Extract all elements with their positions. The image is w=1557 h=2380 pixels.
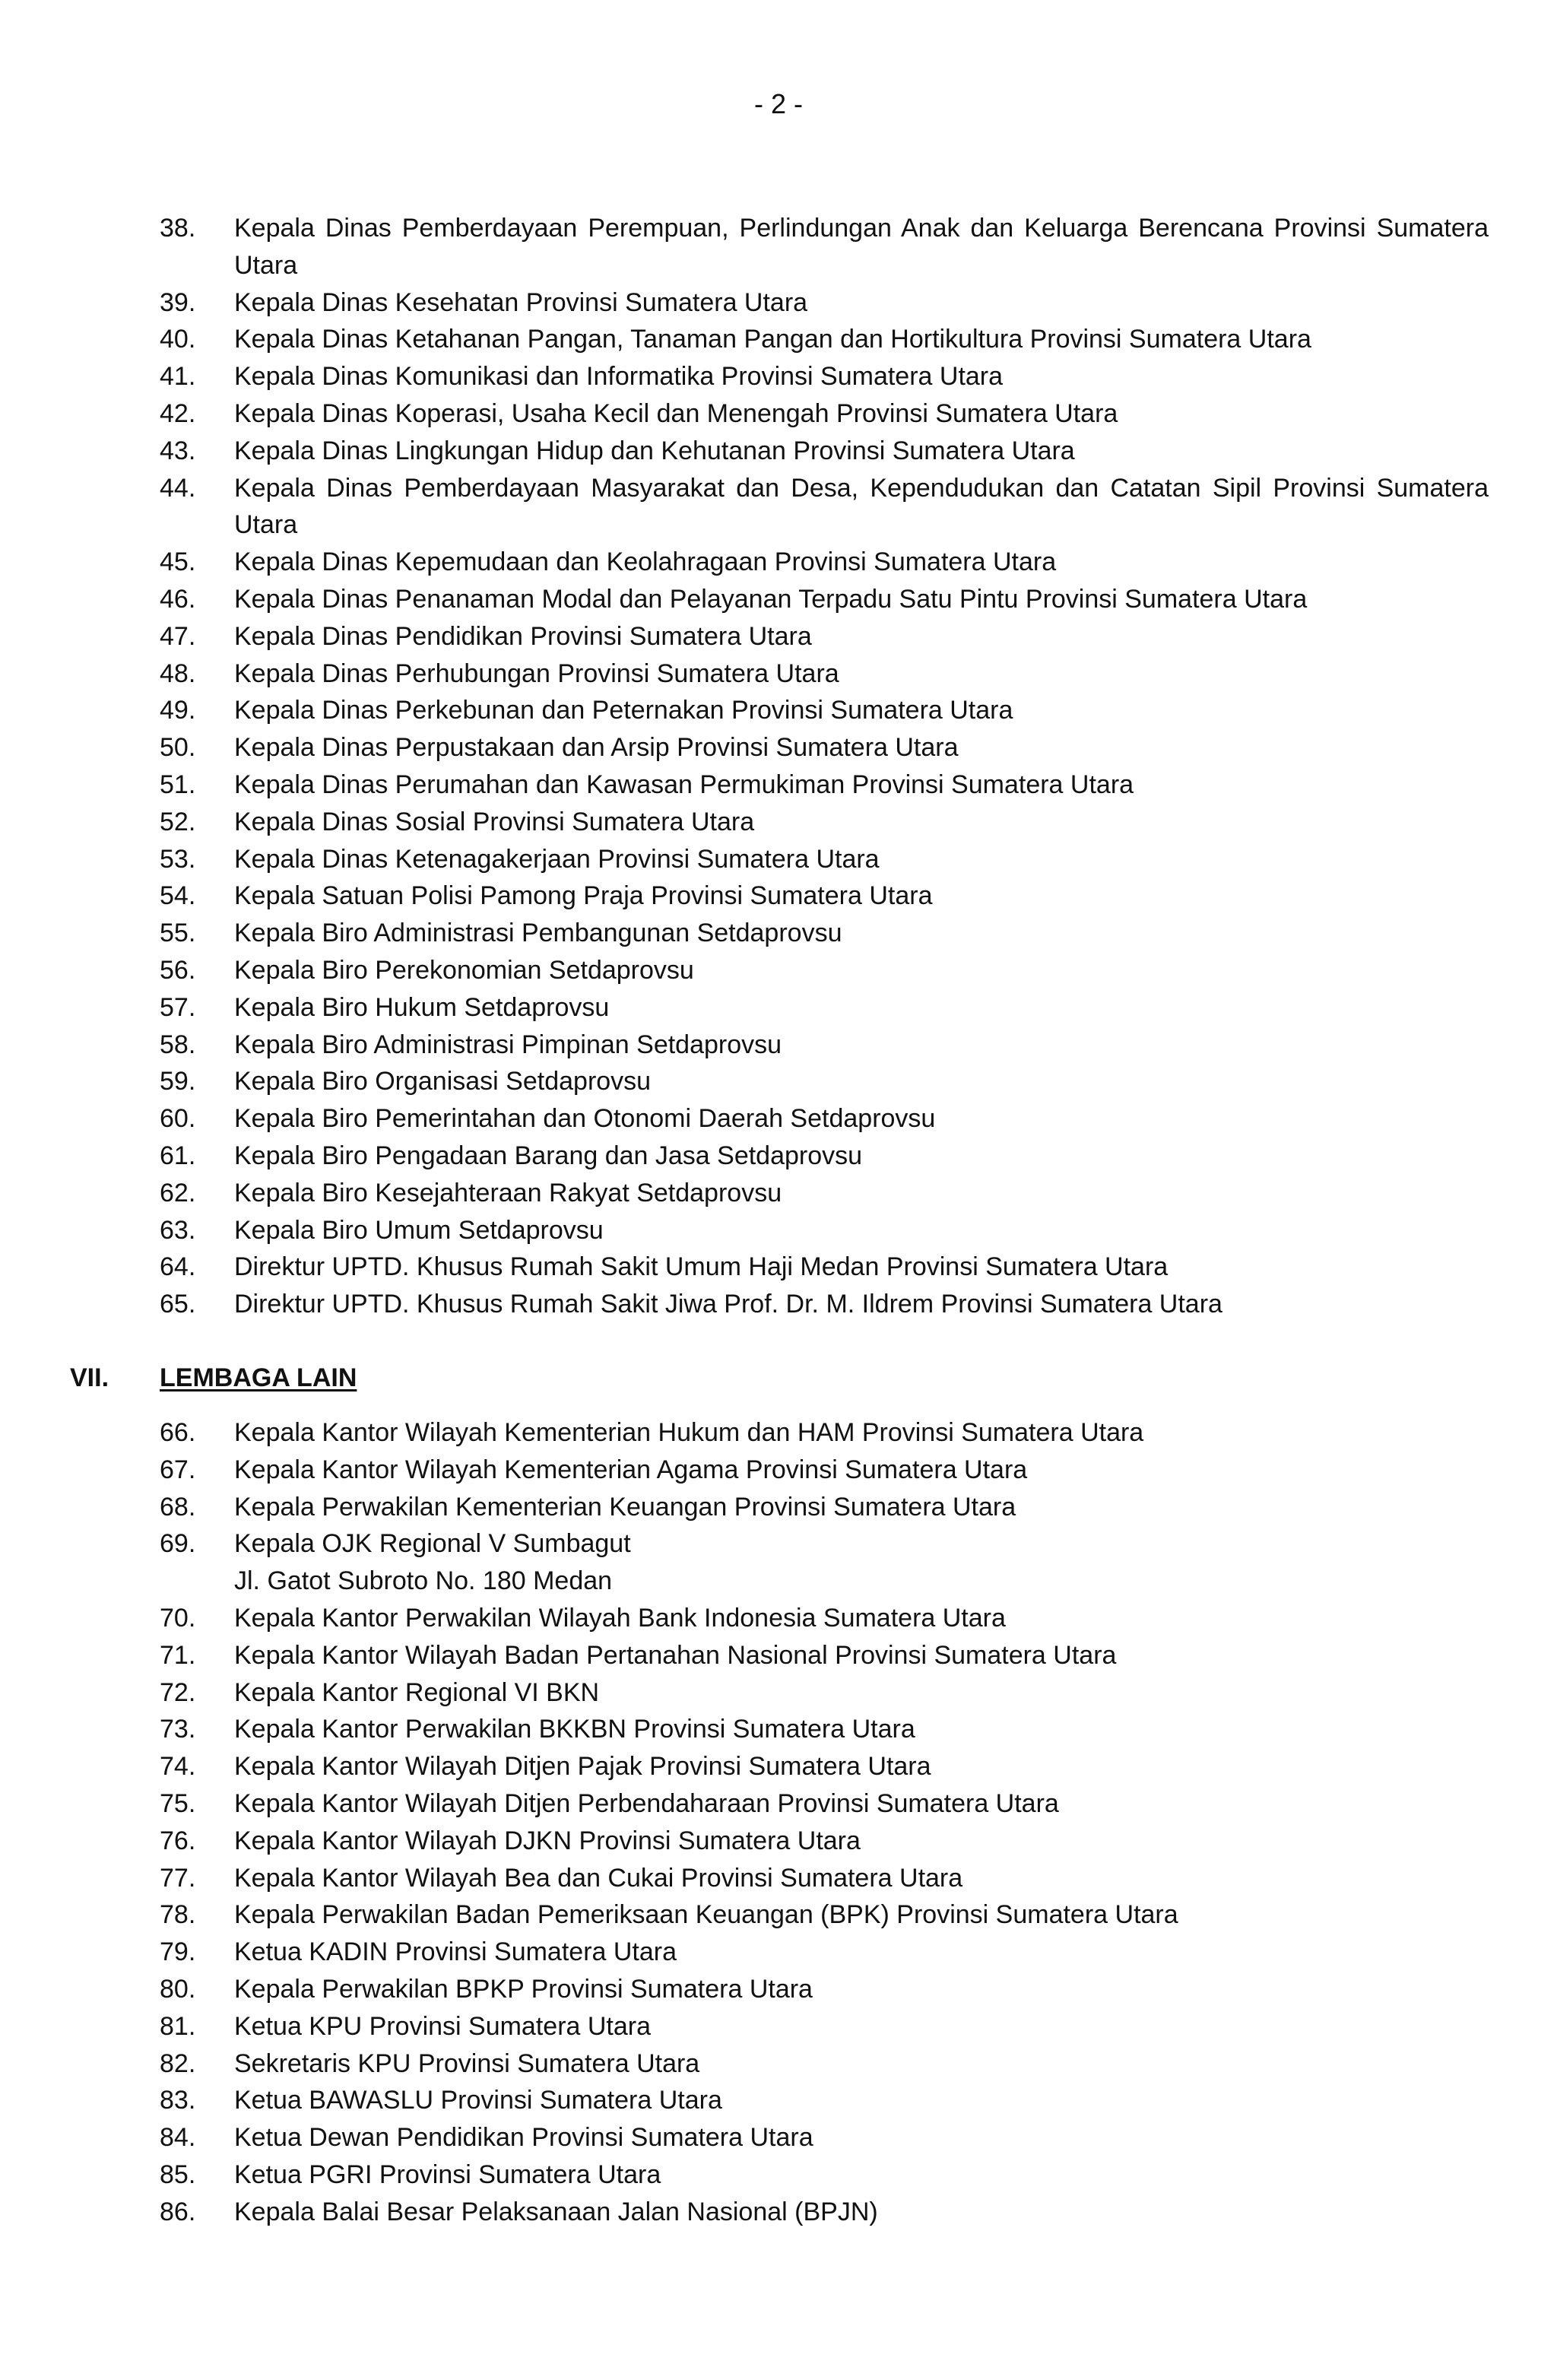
item-text bbox=[234, 877, 1489, 915]
item-title: Kepala Dinas Komunikasi dan Informatika Provinsi Sumatera Utara bbox=[234, 362, 1004, 392]
item-text bbox=[234, 1711, 1489, 1748]
list-item bbox=[160, 470, 1489, 544]
item-number: 70. bbox=[160, 1603, 196, 1633]
item-text bbox=[234, 1175, 1489, 1212]
item-number: 81. bbox=[160, 2011, 196, 2041]
item-number: 43. bbox=[160, 436, 196, 465]
list-item bbox=[160, 1100, 1489, 1138]
item-title: Kepala Biro Umum Setdaprovsu bbox=[234, 1215, 604, 1245]
item-number: 71. bbox=[160, 1640, 196, 1670]
item-number: 54. bbox=[160, 881, 196, 911]
list-item bbox=[160, 1027, 1489, 1064]
list-item bbox=[160, 766, 1489, 804]
item-title: Kepala Dinas Perpustakaan dan Arsip Provinsi Sumatera Utara bbox=[234, 733, 959, 763]
item-number: 84. bbox=[160, 2123, 196, 2153]
item-title: Kepala Kantor Wilayah Ditjen Pajak Provinsi Sumatera Utara bbox=[234, 1752, 931, 1782]
item-text bbox=[234, 1100, 1489, 1138]
item-title: Kepala Perwakilan BPKP Provinsi Sumatera Utara bbox=[234, 1974, 813, 2004]
item-title: Kepala Biro Hukum Setdaprovsu bbox=[234, 992, 610, 1022]
item-number: 57. bbox=[160, 992, 196, 1022]
list-item bbox=[160, 877, 1489, 915]
item-title: Kepala Perwakilan Badan Pemeriksaan Keuangan (BPK) Provinsi Sumatera Utara bbox=[234, 1900, 1178, 1930]
item-text bbox=[234, 952, 1489, 989]
item-title: Kepala OJK Regional V Sumbagut bbox=[234, 1529, 631, 1559]
item-title: Ketua KADIN Provinsi Sumatera Utara bbox=[234, 1937, 677, 1967]
list-item bbox=[160, 2156, 1489, 2194]
list-item bbox=[160, 1711, 1489, 1748]
item-title: Kepala Kantor Perwakilan BKKBN Provinsi Sumatera Utara bbox=[234, 1715, 915, 1744]
item-text bbox=[234, 804, 1489, 841]
list-item bbox=[160, 1785, 1489, 1823]
item-number: 85. bbox=[160, 2159, 196, 2189]
list-item bbox=[160, 989, 1489, 1027]
item-text bbox=[234, 692, 1489, 729]
item-title: Kepala Kantor Wilayah Kementerian Hukum dan HAM Provinsi Sumatera Utara bbox=[234, 1418, 1144, 1447]
item-title: Kepala Biro Administrasi Pimpinan Setdaprovsu bbox=[234, 1030, 782, 1059]
recipient-list-dinas bbox=[160, 210, 1489, 1323]
item-text bbox=[234, 1414, 1489, 1452]
item-text bbox=[234, 729, 1489, 766]
item-number: 74. bbox=[160, 1752, 196, 1782]
item-text bbox=[234, 1934, 1489, 1971]
page-number: - 2 - bbox=[753, 88, 803, 119]
item-text bbox=[234, 1138, 1489, 1175]
section-title: LEMBAGA LAIN bbox=[160, 1363, 357, 1392]
item-title: Kepala Dinas Penanaman Modal dan Pelayanan Terpadu Satu Pintu Provinsi Sumatera Utara bbox=[234, 584, 1308, 614]
item-title: Kepala Kantor Wilayah Bea dan Cukai Provinsi Sumatera Utara bbox=[234, 1863, 963, 1893]
item-text bbox=[234, 989, 1489, 1027]
item-text bbox=[234, 1489, 1489, 1526]
item-number: 59. bbox=[160, 1067, 196, 1096]
item-number: 76. bbox=[160, 1826, 196, 1855]
item-number: 46. bbox=[160, 584, 196, 614]
list-item bbox=[160, 915, 1489, 952]
item-number: 75. bbox=[160, 1788, 196, 1818]
list-item bbox=[160, 1138, 1489, 1175]
list-item bbox=[160, 804, 1489, 841]
list-item bbox=[160, 1414, 1489, 1452]
list-item bbox=[160, 1637, 1489, 1674]
list-item bbox=[160, 1212, 1489, 1249]
item-number: 40. bbox=[160, 325, 196, 354]
item-text bbox=[234, 1525, 1489, 1600]
item-text bbox=[234, 1286, 1489, 1323]
item-text bbox=[234, 544, 1489, 581]
list-item bbox=[160, 1286, 1489, 1323]
item-title: Kepala Dinas Perkebunan dan Peternakan Provinsi Sumatera Utara bbox=[234, 696, 1013, 725]
item-text bbox=[234, 321, 1489, 358]
item-title: Kepala Biro Organisasi Setdaprovsu bbox=[234, 1067, 652, 1096]
list-item bbox=[160, 1860, 1489, 1897]
list-item bbox=[160, 1600, 1489, 1637]
list-item bbox=[160, 1063, 1489, 1100]
item-title: Kepala Dinas Pendidikan Provinsi Sumatera Utara bbox=[234, 621, 812, 651]
item-title: Ketua PGRI Provinsi Sumatera Utara bbox=[234, 2159, 661, 2189]
list-item bbox=[160, 1896, 1489, 1934]
item-text bbox=[234, 433, 1489, 470]
item-title: Kepala Dinas Lingkungan Hidup dan Kehutanan Provinsi Sumatera Utara bbox=[234, 436, 1075, 465]
list-item bbox=[160, 655, 1489, 693]
item-title: Ketua KPU Provinsi Sumatera Utara bbox=[234, 2011, 652, 2041]
item-title: Kepala Kantor Wilayah Kementerian Agama Provinsi Sumatera Utara bbox=[234, 1455, 1028, 1484]
list-item bbox=[160, 2045, 1489, 2083]
item-title: Ketua Dewan Pendidikan Provinsi Sumatera Utara bbox=[234, 2123, 813, 2153]
list-item bbox=[160, 1249, 1489, 1286]
list-item bbox=[160, 1971, 1489, 2008]
item-title: Kepala Dinas Perumahan dan Kawasan Permukiman Provinsi Sumatera Utara bbox=[234, 770, 1134, 799]
list-item bbox=[160, 1525, 1489, 1600]
item-title: Kepala Biro Perekonomian Setdaprovsu bbox=[234, 955, 694, 985]
item-text bbox=[234, 1823, 1489, 1860]
item-number: 67. bbox=[160, 1455, 196, 1484]
item-number: 52. bbox=[160, 807, 196, 836]
item-number: 51. bbox=[160, 770, 196, 799]
list-item bbox=[160, 618, 1489, 655]
item-text bbox=[234, 2194, 1489, 2231]
item-text bbox=[234, 210, 1489, 284]
list-item bbox=[160, 544, 1489, 581]
item-text bbox=[234, 1785, 1489, 1823]
item-title: Kepala Kantor Perwakilan Wilayah Bank Indonesia Sumatera Utara bbox=[234, 1603, 1006, 1633]
section-numeral: VII. bbox=[70, 1363, 109, 1392]
item-title: Direktur UPTD. Khusus Rumah Sakit Jiwa Prof. Dr. M. Ildrem Provinsi Sumatera Utara bbox=[234, 1290, 1222, 1319]
item-number: 44. bbox=[160, 473, 196, 503]
item-text bbox=[234, 2082, 1489, 2119]
item-text bbox=[234, 284, 1489, 322]
item-text bbox=[234, 1027, 1489, 1064]
item-number: 61. bbox=[160, 1141, 196, 1170]
item-number: 82. bbox=[160, 2048, 196, 2078]
list-item bbox=[160, 1674, 1489, 1712]
item-title: Kepala Biro Kesejahteraan Rakyat Setdaprovsu bbox=[234, 1178, 782, 1207]
list-item bbox=[160, 2008, 1489, 2045]
item-number: 80. bbox=[160, 1974, 196, 2004]
list-item bbox=[160, 358, 1489, 395]
item-text bbox=[234, 2045, 1489, 2083]
item-text bbox=[234, 1748, 1489, 1785]
item-number: 45. bbox=[160, 547, 196, 577]
list-item bbox=[160, 1489, 1489, 1526]
item-title: Kepala Dinas Koperasi, Usaha Kecil dan Menengah Provinsi Sumatera Utara bbox=[234, 398, 1118, 428]
item-text bbox=[234, 358, 1489, 395]
list-item bbox=[160, 284, 1489, 322]
list-item bbox=[160, 729, 1489, 766]
list-item bbox=[160, 2119, 1489, 2156]
list-item bbox=[160, 1452, 1489, 1489]
item-title: Kepala Dinas Pemberdayaan Perempuan, Perlindungan Anak dan Keluarga Berencana Provinsi Sumatera Utara bbox=[234, 214, 1489, 280]
list-item bbox=[160, 1823, 1489, 1860]
item-text bbox=[234, 841, 1489, 878]
item-title: Kepala Dinas Perhubungan Provinsi Sumatera Utara bbox=[234, 658, 839, 688]
item-number: 39. bbox=[160, 287, 196, 317]
list-item bbox=[160, 1748, 1489, 1785]
item-address: Jl. Gatot Subroto No. 180 Medan bbox=[234, 1566, 613, 1596]
item-text bbox=[234, 1452, 1489, 1489]
list-item bbox=[160, 433, 1489, 470]
item-title: Kepala Kantor Regional VI BKN bbox=[234, 1677, 600, 1707]
item-title: Ketua BAWASLU Provinsi Sumatera Utara bbox=[234, 2086, 722, 2115]
item-text bbox=[234, 395, 1489, 433]
item-title: Kepala Biro Pengadaan Barang dan Jasa Setdaprovsu bbox=[234, 1141, 863, 1170]
item-title: Kepala Kantor Wilayah DJKN Provinsi Sumatera Utara bbox=[234, 1826, 861, 1855]
item-number: 65. bbox=[160, 1290, 196, 1319]
item-title: Kepala Balai Besar Pelaksanaan Jalan Nasional (BPJN) bbox=[234, 2197, 878, 2226]
item-number: 60. bbox=[160, 1104, 196, 1134]
list-item bbox=[160, 395, 1489, 433]
item-number: 42. bbox=[160, 398, 196, 428]
list-item bbox=[160, 952, 1489, 989]
list-item bbox=[160, 2082, 1489, 2119]
item-text bbox=[234, 1674, 1489, 1712]
item-title: Kepala Dinas Kesehatan Provinsi Sumatera Utara bbox=[234, 287, 808, 317]
item-title: Direktur UPTD. Khusus Rumah Sakit Umum Haji Medan Provinsi Sumatera Utara bbox=[234, 1252, 1169, 1282]
item-text bbox=[234, 1971, 1489, 2008]
item-text bbox=[234, 618, 1489, 655]
item-text bbox=[234, 915, 1489, 952]
item-number: 66. bbox=[160, 1418, 196, 1447]
item-number: 64. bbox=[160, 1252, 196, 1282]
item-text bbox=[234, 1249, 1489, 1286]
item-text bbox=[234, 470, 1489, 544]
item-title: Kepala Dinas Pemberdayaan Masyarakat dan Desa, Kependudukan dan Catatan Sipil Provinsi Sumatera Utara bbox=[234, 473, 1489, 540]
list-item bbox=[160, 841, 1489, 878]
item-text bbox=[234, 2008, 1489, 2045]
item-title: Sekretaris KPU Provinsi Sumatera Utara bbox=[234, 2048, 700, 2078]
item-title: Kepala Kantor Wilayah Ditjen Perbendaharaan Provinsi Sumatera Utara bbox=[234, 1788, 1059, 1818]
item-number: 69. bbox=[160, 1529, 196, 1559]
item-text bbox=[234, 2156, 1489, 2194]
list-item bbox=[160, 581, 1489, 618]
item-title: Kepala Kantor Wilayah Badan Pertanahan Nasional Provinsi Sumatera Utara bbox=[234, 1640, 1117, 1670]
item-number: 68. bbox=[160, 1492, 196, 1522]
item-title: Kepala Biro Administrasi Pembangunan Setdaprovsu bbox=[234, 919, 842, 948]
item-text bbox=[234, 1860, 1489, 1897]
item-text bbox=[234, 655, 1489, 693]
item-number: 78. bbox=[160, 1900, 196, 1930]
item-text bbox=[234, 1212, 1489, 1249]
list-item bbox=[160, 321, 1489, 358]
item-text bbox=[234, 766, 1489, 804]
item-title: Kepala Satuan Polisi Pamong Praja Provinsi Sumatera Utara bbox=[234, 881, 933, 911]
item-title: Kepala Biro Pemerintahan dan Otonomi Daerah Setdaprovsu bbox=[234, 1104, 936, 1134]
list-item bbox=[160, 2194, 1489, 2231]
item-text bbox=[234, 1600, 1489, 1637]
item-text bbox=[234, 1896, 1489, 1934]
item-text bbox=[234, 1637, 1489, 1674]
item-number: 73. bbox=[160, 1715, 196, 1744]
list-item bbox=[160, 692, 1489, 729]
item-text bbox=[234, 1063, 1489, 1100]
list-item bbox=[160, 1934, 1489, 1971]
item-number: 79. bbox=[160, 1937, 196, 1967]
item-number: 58. bbox=[160, 1030, 196, 1059]
item-title: Kepala Dinas Kepemudaan dan Keolahragaan Provinsi Sumatera Utara bbox=[234, 547, 1057, 577]
item-number: 55. bbox=[160, 919, 196, 948]
item-number: 56. bbox=[160, 955, 196, 985]
item-number: 62. bbox=[160, 1178, 196, 1207]
item-title: Kepala Dinas Sosial Provinsi Sumatera Utara bbox=[234, 807, 755, 836]
item-number: 50. bbox=[160, 733, 196, 763]
item-number: 53. bbox=[160, 844, 196, 874]
section-heading bbox=[70, 1360, 357, 1397]
item-number: 63. bbox=[160, 1215, 196, 1245]
item-title: Kepala Perwakilan Kementerian Keuangan Provinsi Sumatera Utara bbox=[234, 1492, 1016, 1522]
item-text bbox=[234, 581, 1489, 618]
recipient-list-lembaga-lain bbox=[160, 1414, 1489, 2231]
item-number: 47. bbox=[160, 621, 196, 651]
item-number: 41. bbox=[160, 362, 196, 392]
item-number: 48. bbox=[160, 658, 196, 688]
item-number: 77. bbox=[160, 1863, 196, 1893]
item-number: 38. bbox=[160, 214, 196, 243]
list-item bbox=[160, 1175, 1489, 1212]
item-title: Kepala Dinas Ketahanan Pangan, Tanaman Pangan dan Hortikultura Provinsi Sumatera Utara bbox=[234, 325, 1311, 354]
item-title: Kepala Dinas Ketenagakerjaan Provinsi Sumatera Utara bbox=[234, 844, 880, 874]
item-number: 72. bbox=[160, 1677, 196, 1707]
item-number: 86. bbox=[160, 2197, 196, 2226]
item-number: 83. bbox=[160, 2086, 196, 2115]
list-item bbox=[160, 210, 1489, 284]
item-text bbox=[234, 2119, 1489, 2156]
item-number: 49. bbox=[160, 696, 196, 725]
